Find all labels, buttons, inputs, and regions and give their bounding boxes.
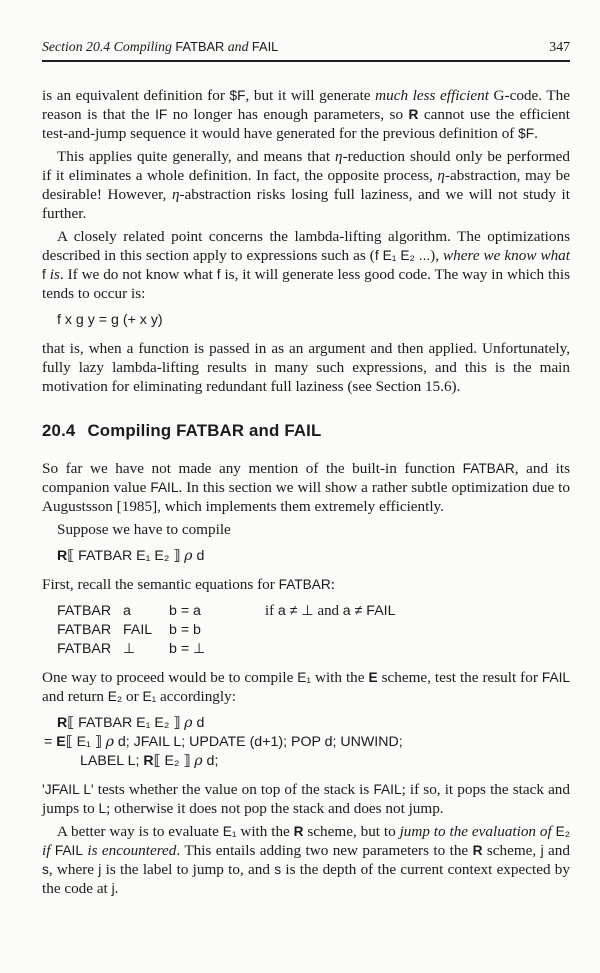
code-line-2: = E⟦ E₁ ⟧ ρ d; JFAIL L; UPDATE (d+1); POP d; UNWIND;: [44, 734, 403, 750]
code-line: R⟦ FATBAR E₁ E₂ ⟧ ρ d: [57, 548, 205, 564]
section-number: 20.4: [42, 421, 76, 440]
paragraph-one-way: One way to proceed would be to compile E₁ with the E scheme, test the result for FAIL and return E₂ or E₁ accordingly:: [42, 669, 570, 705]
header-rule: [42, 60, 570, 62]
equation-line-1: FATBAR a b = a if a ≠ ⊥ and a ≠ FAIL: [57, 603, 396, 619]
code-line: f x g y = g (+ x y): [57, 312, 163, 328]
code-block-semantic-equations: [42, 602, 570, 659]
code-block-fxgy: [42, 311, 570, 330]
code-line-3: LABEL L; R⟦ E₂ ⟧ ρ d;: [80, 753, 219, 769]
paragraph-suppose-compile: Suppose we have to compile: [57, 521, 231, 538]
paragraph-better-way: A better way is to evaluate E₁ with the R scheme, but to jump to the evaluation of E₂ if FAIL is encountered. This entails adding two new parameters to the R scheme, j and s, where j is the label to jump to, and s is the depth of the current context expected by the code at j.: [42, 823, 571, 897]
section-heading: [42, 420, 570, 441]
paragraph-so-far: So far we have not made any mention of the built-in function FATBAR, and its companion value FAIL. In this section we will show a rather subtle optimization due to Augustsson [1985], which implements them extremely efficiently.: [42, 460, 571, 515]
paragraph-function-passed: that is, when a function is passed in as an argument and then applied. Unfortunately, fully lazy lambda-lifting results in many such expressions, and this is the main motivation for eliminating redundant full laziness (see Section 15.6).: [42, 340, 570, 395]
running-header-title: Section 20.4 Compiling FATBAR and FAIL: [42, 39, 279, 54]
paragraph-lambda-lifting: A closely related point concerns the lambda-lifting algorithm. The optimizations described in this section apply to expressions such as (f E₁ E₂ ...), where we know what f is. If we do not know what f is, it will generate less good code. The way in which this tends to occur is:: [42, 228, 570, 302]
paragraph-jfail-tests: 'JFAIL L' tests whether the value on top of the stack is FAIL; if so, it pops the stack and jumps to L; otherwise it does not pop the stack and does not jump.: [42, 781, 570, 817]
equation-line-2: FATBAR FAIL b = b: [57, 622, 201, 638]
page-number: 347: [549, 39, 570, 54]
equation-line-3: FATBAR ⊥ b = ⊥: [57, 641, 206, 657]
page-body: [42, 86, 570, 898]
paragraph-first-recall: First, recall the semantic equations for FATBAR:: [42, 576, 336, 593]
code-block-compilation-scheme: [42, 714, 570, 771]
running-header: [42, 38, 570, 55]
section-title: Compiling FATBAR and FAIL: [87, 421, 322, 440]
paragraph-equivalent-definition: is an equivalent definition for $F, but it will generate much less efficient G-code. The reason is that the IF no longer has enough parameters, so R cannot use the efficient test-and-jump sequence it would have generated for the previous definition of $F.: [42, 87, 570, 142]
code-line-1: R⟦ FATBAR E₁ E₂ ⟧ ρ d: [57, 715, 205, 731]
code-block-r-fatbar: [42, 547, 570, 566]
paragraph-eta-reduction: This applies quite generally, and means that η-reduction should only be performed if it eliminates a whole definition. In fact, the opposite process, η-abstraction, may be desirable! However, η-abstraction risks losing full laziness, and we will not study it further.: [42, 148, 570, 222]
